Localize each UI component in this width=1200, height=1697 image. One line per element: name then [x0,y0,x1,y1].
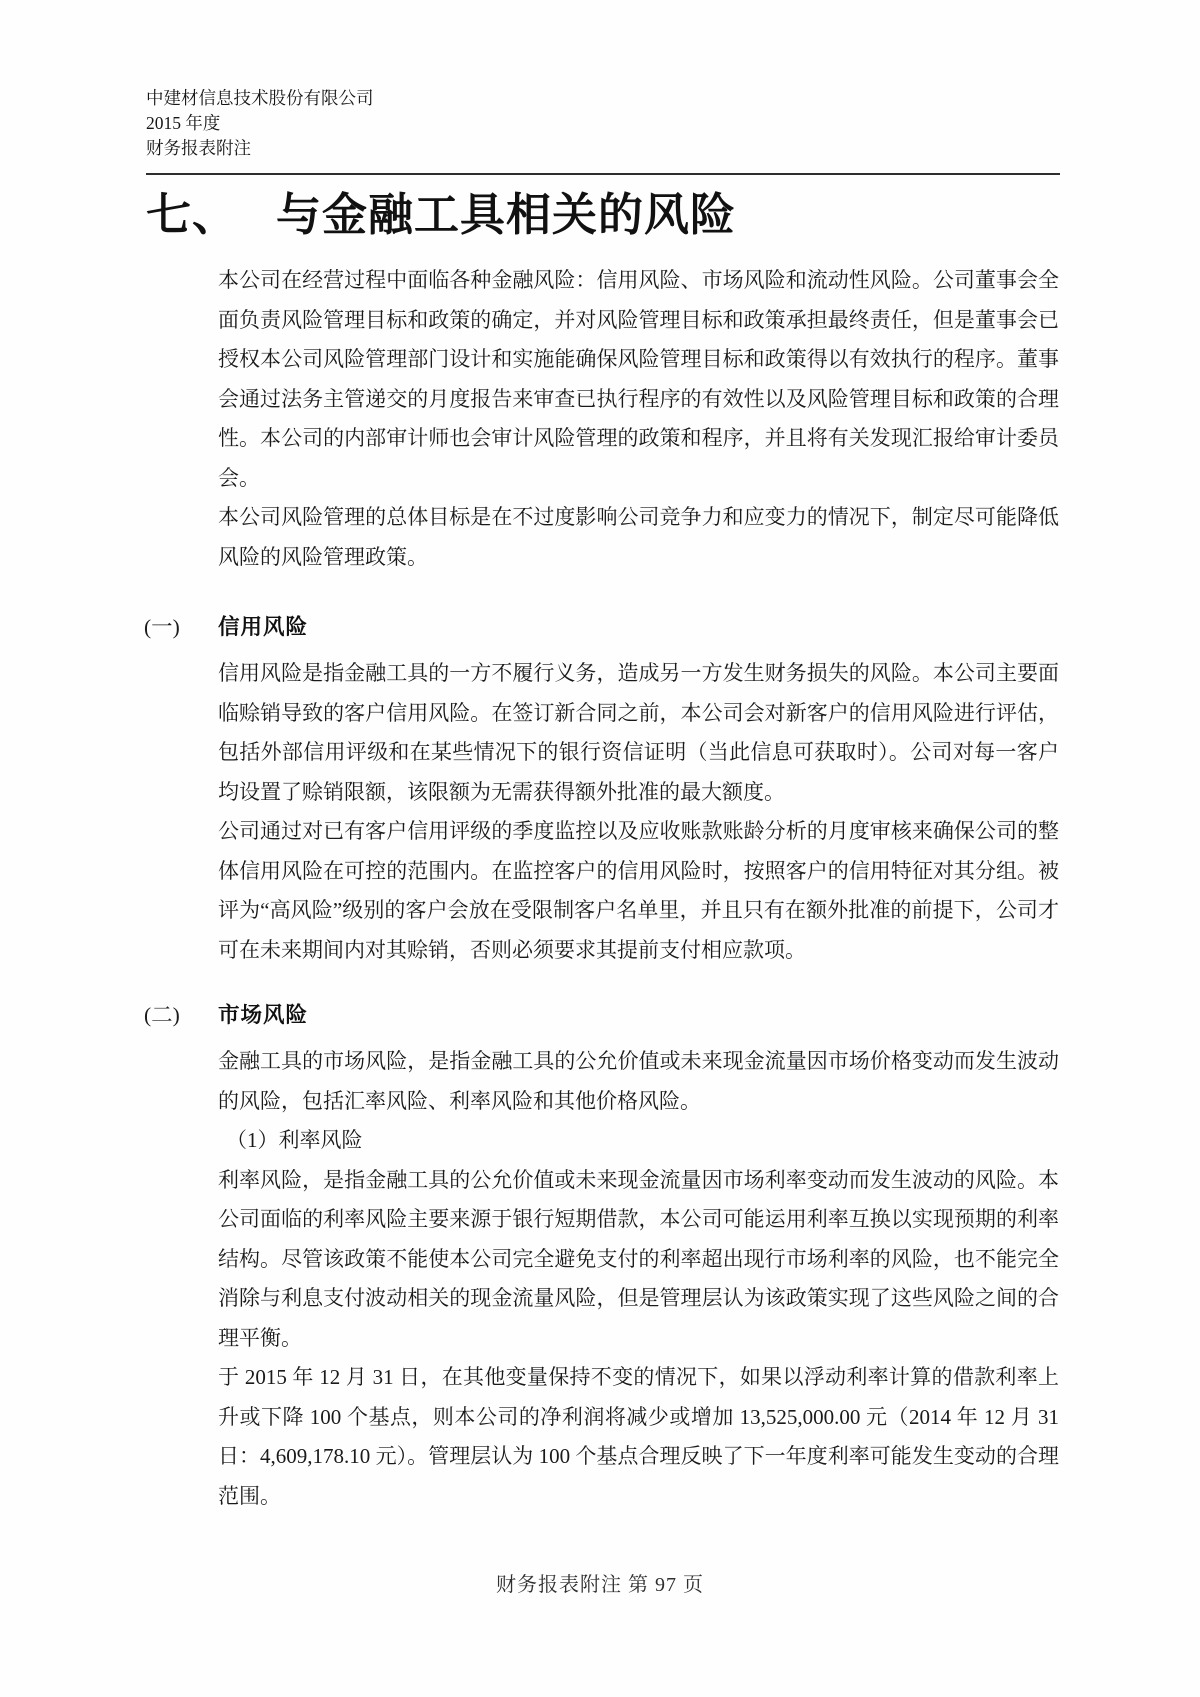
header-doc-type: 财务报表附注 [146,138,251,158]
section-heading-credit-risk [144,612,1200,642]
section-label: 市场风险 [218,1003,309,1027]
body-paragraph: 于 2015 年 12 月 31 日，在其他变量保持不变的情况下，如果以浮动利率计算的借款利率上升或下降 100 个基点，则本公司的净利润将减少或增加 13,525,000.00 元（2014 年 12 月 31 日：4,609,178.10 元）。管理层认为 100 个基点合理反映了下一年度利率可能发生变动的合理范围。 [218,1365,1059,1508]
body-paragraph: 金融工具的市场风险，是指金融工具的公允价值或未来现金流量因市场价格变动而发生波动的风险，包括汇率风险、利率风险和其他价格风险。 [218,1049,1059,1113]
page-footer [0,1568,1200,1597]
section-label: 信用风险 [218,615,309,639]
header-divider [146,173,1060,175]
intro-paragraph: 本公司在经营过程中面临各种金融风险：信用风险、市场风险和流动性风险。公司董事会全面负责风险管理目标和政策的确定，并对风险管理目标和政策承担最终责任，但是董事会已授权本公司风险管理部门设计和实施能确保风险管理目标和政策得以有效执行的程序。董事会通过法务主管递交的月度报告来审查已执行程序的有效性以及风险管理目标和政策的合理性。本公司的内部审计师也会审计风险管理的政策和程序，并且将有关发现汇报给审计委员会。 [218,268,1059,490]
header-fiscal-year: 2015 年度 [146,113,221,133]
footer-page-label: 财务报表附注 第 97 页 [496,1574,704,1596]
header-company-name: 中建材信息技术股份有限公司 [146,88,374,108]
section-number: (一) [144,615,180,639]
chapter-title [146,187,1200,243]
section-body-credit-risk [218,654,1059,970]
section-number: (二) [144,1003,180,1027]
chapter-title-text: 与金融工具相关的风险 [276,190,737,240]
chapter-number: 七、 [146,190,239,240]
intro-block [218,261,1059,577]
intro-paragraph: 本公司风险管理的总体目标是在不过度影响公司竞争力和应变力的情况下，制定尽可能降低风险的风险管理政策。 [218,505,1059,569]
body-paragraph: 信用风险是指金融工具的一方不履行义务，造成另一方发生财务损失的风险。本公司主要面临赊销导致的客户信用风险。在签订新合同之前，本公司会对新客户的信用风险进行评估，包括外部信用评级和在某些情况下的银行资信证明（当此信息可获取时）。公司对每一客户均设置了赊销限额，该限额为无需获得额外批准的最大额度。 [218,661,1059,804]
section-heading-market-risk [144,1000,1200,1030]
page-header [146,86,1060,161]
section-body-market-risk [218,1042,1059,1516]
body-paragraph: 利率风险，是指金融工具的公允价值或未来现金流量因市场利率变动而发生波动的风险。本公司面临的利率风险主要来源于银行短期借款，本公司可能运用利率互换以实现预期的利率结构。尽管该政策不能使本公司完全避免支付的利率超出现行市场利率的风险，也不能完全消除与利息支付波动相关的现金流量风险，但是管理层认为该政策实现了这些风险之间的合理平衡。 [218,1167,1059,1350]
subsection-label-interest-rate-risk: （1）利率风险 [226,1128,363,1152]
body-paragraph: 公司通过对已有客户信用评级的季度监控以及应收账款账龄分析的月度审核来确保公司的整体信用风险在可控的范围内。在监控客户的信用风险时，按照客户的信用特征对其分组。被评为“高风险”级别的客户会放在受限制客户名单里，并且只有在额外批准的前提下，公司才可在未来期间内对其赊销，否则必须要求其提前支付相应款项。 [218,819,1059,962]
